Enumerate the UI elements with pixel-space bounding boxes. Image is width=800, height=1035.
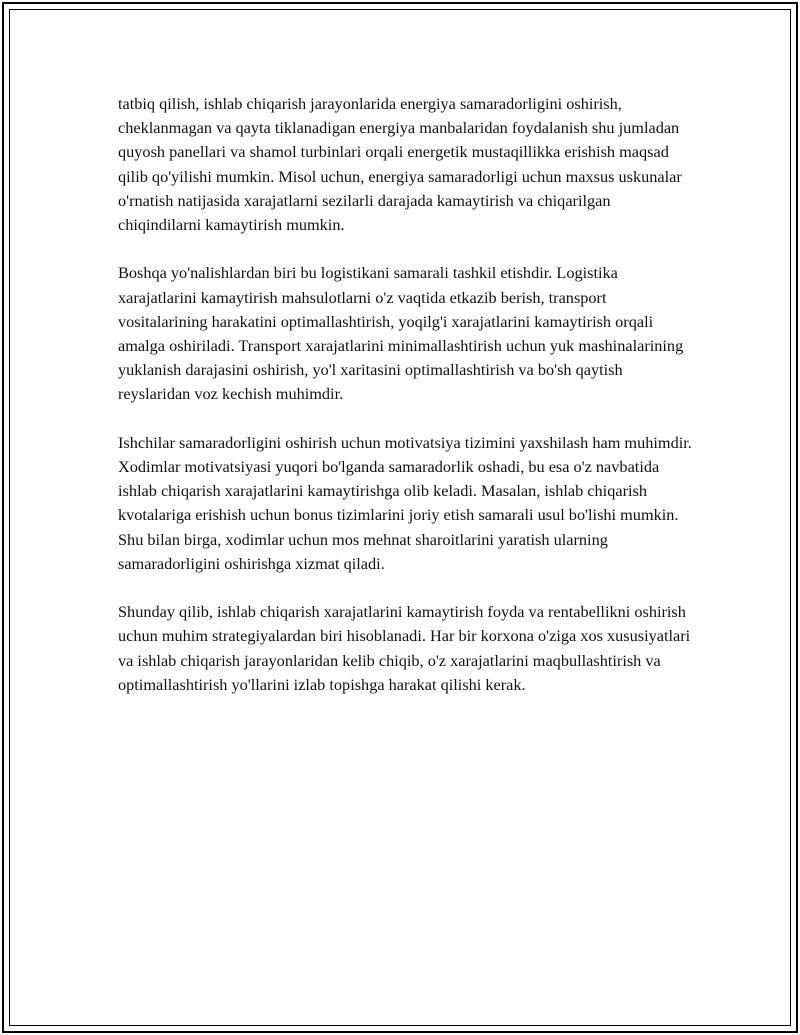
paragraph-logistics: Boshqa yo'nalishlardan biri bu logistikani samarali tashkil etishdir. Logistika xarajatlarini kamaytirish mahsulotlarni o'z vaqtida etkazib berish, transport vositalarining harakatini optimallashtirish, yoqilg'i xarajatlarini kamaytirish orqali amalga oshiriladi. Transport xarajatlarini minimallashtirish uchun yuk mashinalarining yuklanish darajasini oshirish, yo'l xaritasini optimallashtirish va bo'sh qaytish reyslaridan voz kechish muhimdir. bbox=[118, 263, 684, 404]
paragraph-worker-motivation: Ishchilar samaradorligini oshirish uchun motivatsiya tizimini yaxshilash ham muhimdir. Xodimlar motivatsiyasi yuqori bo'lganda samaradorlik oshadi, bu esa o'z navbatida ishlab chiqarish xarajatlarini kamaytirishga olib keladi. Masalan, ishlab chiqarish kvotalariga erishish uchun bonus tizimlarini joriy etish samarali usul bo'lishi mumkin. Shu bilan birga, xodimlar uchun mos mehnat sharoitlarini yaratish ularning samaradorligini oshirishga xizmat qiladi. bbox=[118, 432, 692, 573]
paragraph-energy-efficiency: tatbiq qilish, ishlab chiqarish jarayonlarida energiya samaradorligini oshirish, cheklanmagan va qayta tiklanadigan energiya manbalaridan foydalanish shu jumladan quyosh panellari va shamol turbinlari orqali energetik mustaqillikka erishish maqsad qilib qo'yilishi mumkin. Misol uchun, energiya samaradorligi uchun maxsus uskunalar o'rnatish natijasida xarajatlarni sezilarli darajada kamaytirish va chiqarilgan chiqindilarni kamaytirish mumkin. bbox=[118, 94, 682, 235]
document-body bbox=[118, 92, 693, 721]
paragraph-conclusion: Shunday qilib, ishlab chiqarish xarajatlarini kamaytirish foyda va rentabellikni oshirish uchun muhim strategiyalardan biri hisoblanadi. Har bir korxona o'ziga xos xususiyatlari va ishlab chiqarish jarayonlaridan kelib chiqib, o'z xarajatlarini maqbullashtirish va optimallashtirish yo'llarini izlab topishga harakat qilishi kerak. bbox=[118, 602, 691, 694]
